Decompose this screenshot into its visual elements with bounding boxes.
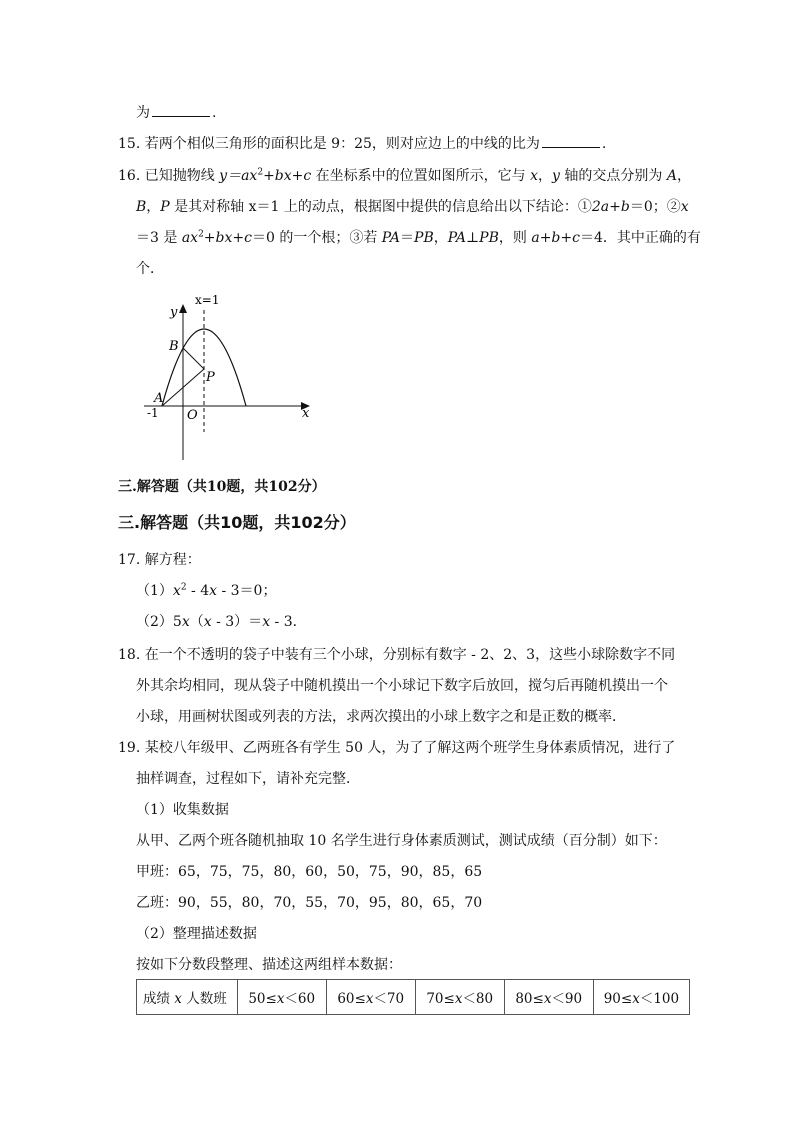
label-A: A bbox=[154, 391, 164, 406]
q19-line-1: 19. 某校八年级甲、乙两班各有学生 50 人，为了了解这两个班学生身体素质情况，进行了 bbox=[118, 740, 676, 756]
range-cell: 50≤x＜60 bbox=[237, 980, 326, 1015]
q17-part-1: $(1)x^2 - 4x - 3=0$； bbox=[136, 582, 277, 599]
q16-line-3: ＝3 是 $ax^2+bx+c=0$ 的一个根；③若 PA＝PB，PA⊥PB，则 a+b+c＝4．其中正确的有 bbox=[136, 229, 701, 246]
q18-line-1: 18. 在一个不透明的袋子中装有三个小球，分别标有数字 - 2、2、3，这些小球除数字不同 bbox=[118, 647, 676, 663]
score-distribution-table bbox=[136, 979, 690, 1015]
range-cell: 90≤x＜100 bbox=[593, 980, 689, 1015]
range-cell: 80≤x＜90 bbox=[504, 980, 593, 1015]
q18-line-3: 小球，用画树状图或列表的方法，求两次摸出的小球上数字之和是正数的概率． bbox=[136, 709, 626, 725]
range-cell: 70≤x＜80 bbox=[415, 980, 504, 1015]
q19-class-b-scores: 乙班：90，55，80，70，55，70，95，80，65，70 bbox=[136, 895, 483, 911]
q19-sub-2-desc: 按如下分数段整理、描述这两组样本数据： bbox=[136, 957, 402, 973]
label-x: x bbox=[302, 406, 310, 421]
q18-line-2: 外其余均相同，现从袋子中随机摸出一个小球记下数字后放回，搅匀后再随机摸出一个 bbox=[136, 678, 668, 694]
label-y: y bbox=[170, 305, 178, 320]
parabola-figure bbox=[140, 290, 320, 465]
q16-line-1: 16. 已知抛物线 $y=ax^2+bx+c$ 在坐标系中的位置如图所示，它与 x，y 轴的交点分别为 A， bbox=[118, 167, 691, 184]
y-axis-arrow-icon bbox=[179, 304, 187, 313]
answer-blank bbox=[542, 135, 600, 148]
q14-tail: 为 . bbox=[136, 105, 217, 121]
range-cell: 60≤x＜70 bbox=[326, 980, 415, 1015]
section-heading-small: 三.解答题（共10题，共102分） bbox=[118, 479, 326, 495]
segment-bp bbox=[183, 348, 204, 369]
q16-line-2: B，P 是其对称轴 x＝1 上的动点，根据图中提供的信息给出以下结论：①2a+b＝0；②x bbox=[136, 199, 689, 215]
label-x-eq-1: x=1 bbox=[195, 293, 220, 307]
table-header-cell: 成绩 x 人数班 bbox=[137, 980, 238, 1015]
label-B: B bbox=[169, 339, 179, 354]
q17-title: 17. 解方程： bbox=[118, 552, 201, 568]
q19-class-a-scores: 甲班：65，75，75，80，60，50，75，90，85，65 bbox=[136, 864, 483, 880]
section-heading-large: 三.解答题（共10题，共102分） bbox=[118, 513, 356, 532]
label-P: P bbox=[206, 370, 215, 385]
q19-sub-1: （1）收集数据 bbox=[136, 802, 229, 818]
label-minus-1: -1 bbox=[147, 406, 159, 420]
q19-sub-2: （2）整理描述数据 bbox=[136, 926, 257, 942]
q17-part-2: （2）5x（x - 3）＝x - 3． bbox=[136, 614, 307, 630]
label-O: O bbox=[187, 408, 198, 423]
question-15: 15. 若两个相似三角形的面积比是 9：25，则对应边上的中线的比为 . bbox=[118, 136, 607, 152]
q19-desc: 从甲、乙两个班各随机抽取 10 名学生进行身体素质测试，测试成绩（百分制）如下： bbox=[136, 833, 667, 849]
q16-line-4: 个． bbox=[136, 261, 164, 277]
table-header-row bbox=[137, 980, 690, 1015]
q19-line-2: 抽样调查，过程如下，请补充完整． bbox=[136, 771, 360, 787]
answer-blank bbox=[152, 104, 210, 117]
